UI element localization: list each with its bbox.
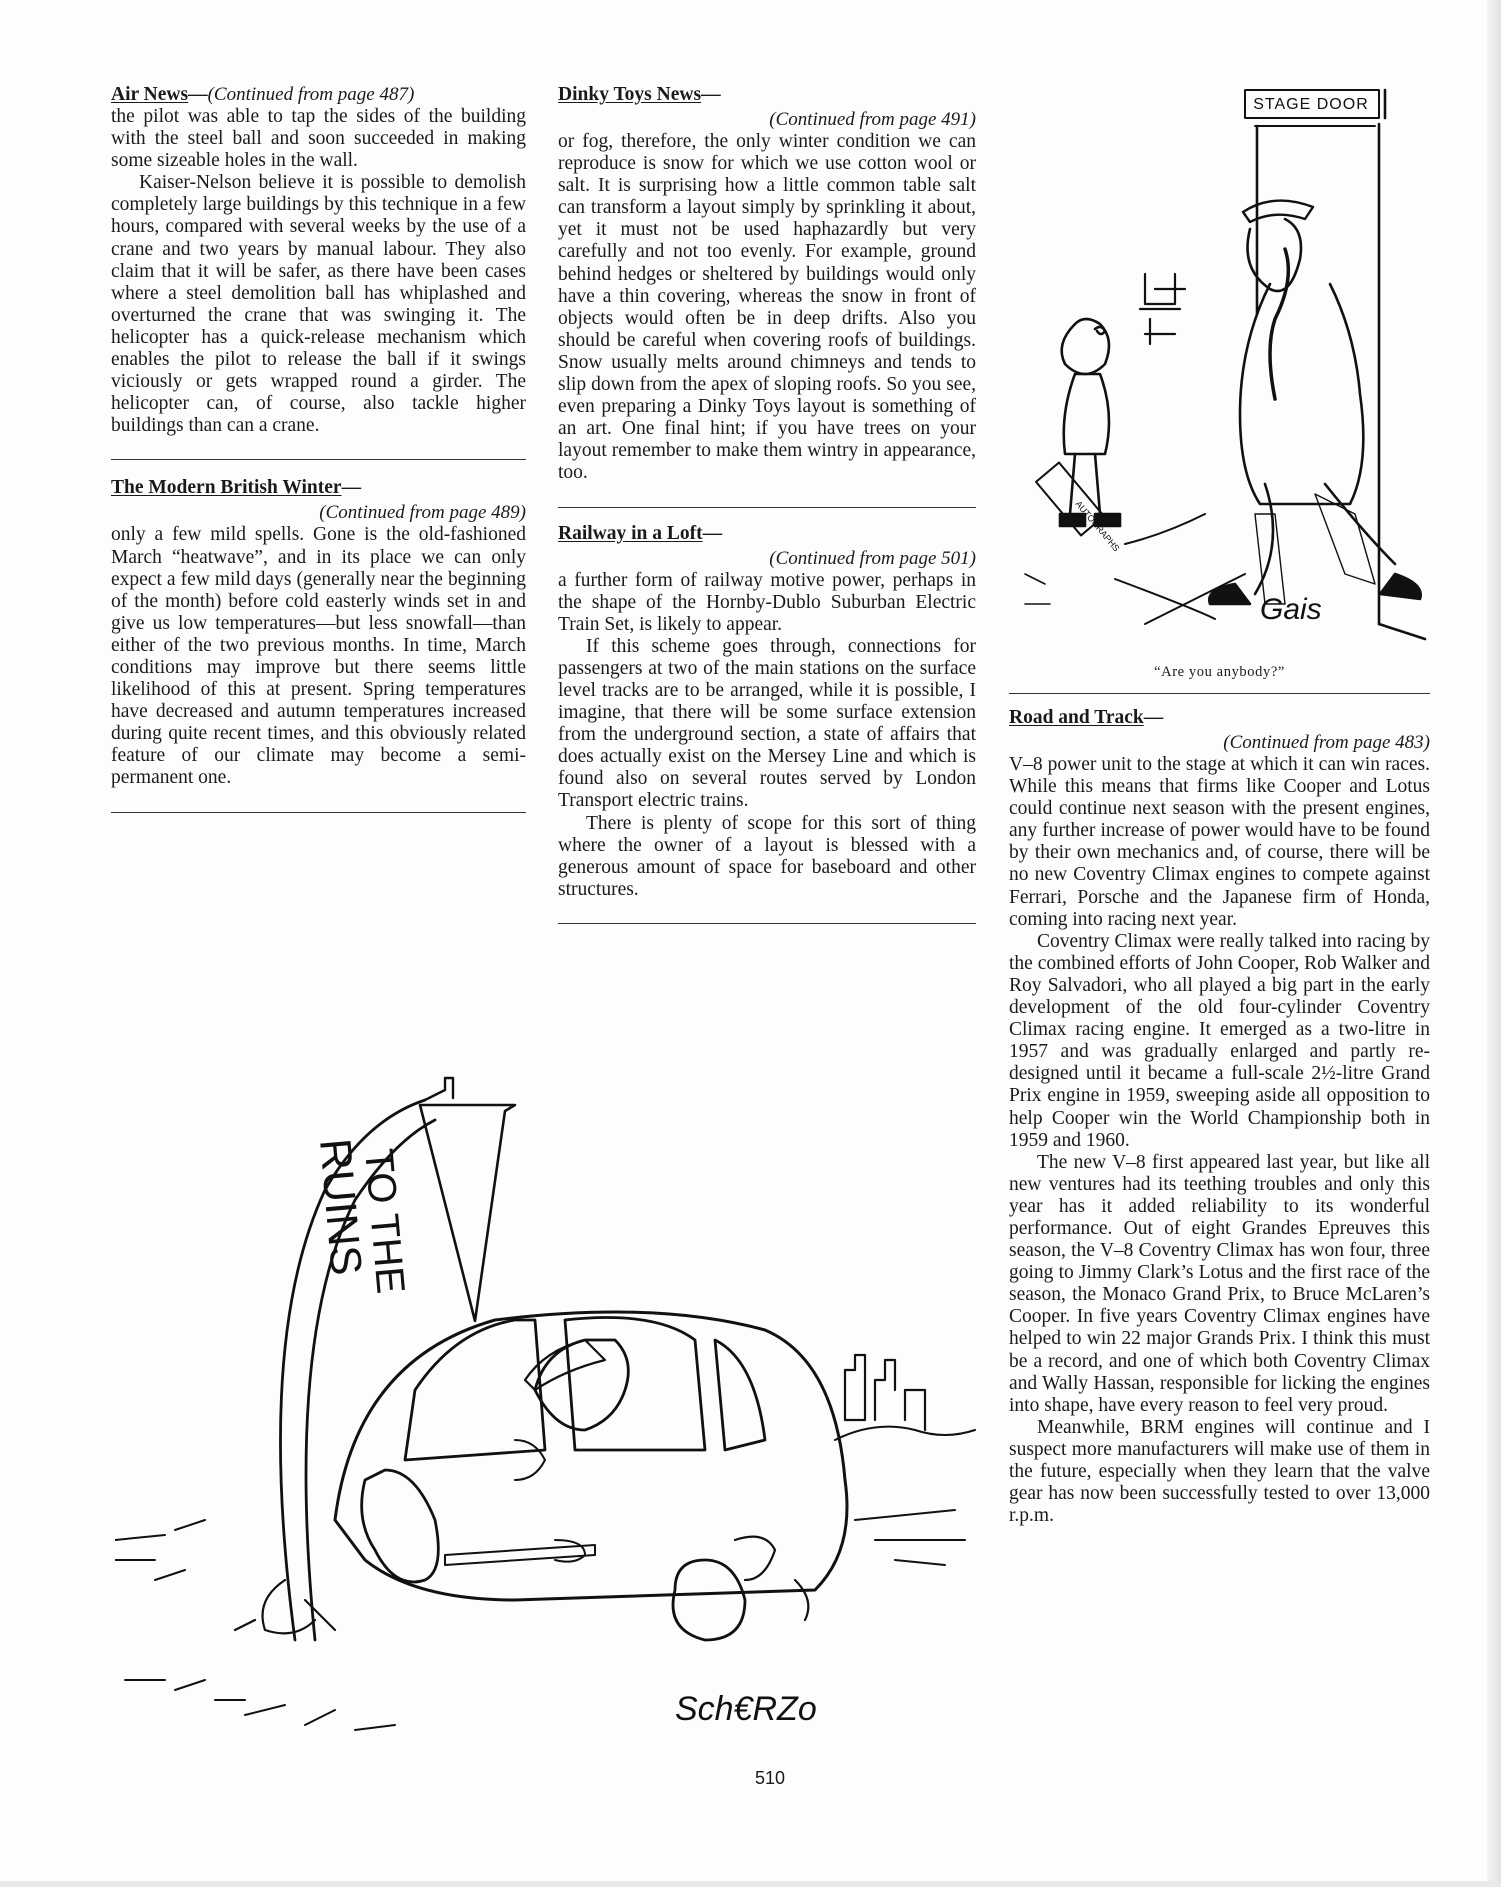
- paragraph: Meanwhile, BRM engines will continue and I suspect more manufacturers will make use of them in the future, especially when they learn that the valve gear has now been successfully tested to over 13,000 r.p.m.: [1009, 1416, 1430, 1527]
- continued-note: (Continued from page 483): [1223, 732, 1430, 753]
- stage-door-cartoon: [995, 84, 1435, 664]
- stage-door-sign-text: STAGE DOOR: [1253, 96, 1369, 113]
- continued-note: (Continued from page 489): [319, 502, 526, 524]
- page-number: 510: [754, 1768, 786, 1788]
- article-air-news: [111, 83, 526, 437]
- car-cartoon: [115, 1060, 995, 1750]
- article-title: The Modern British Winter: [111, 477, 342, 499]
- cartoon-caption: “Are you anybody?”: [1154, 664, 1285, 680]
- driver-head: [535, 1340, 628, 1430]
- article-dinky-toys: [558, 83, 976, 485]
- article-title: Air News: [111, 84, 189, 105]
- article-modern-winter: [111, 476, 526, 789]
- paragraph: the pilot was able to tap the sides of the building with the steel ball and soon succeeded in making some sizeable holes in the wall.: [111, 106, 526, 172]
- paragraph: The new V–8 first appeared last year, but like all new ventures had its teething troubles and only this year has it added reliability to its wonderful performance. Out of eight Grandes Epreuves this season, the V–8 Coventry Climax has won four, three going to Jimmy Clark’s Lotus and the first race of the season, the Monaco Grand Prix, to Bruce McLaren’s Cooper. In five years Coventry Climax engines have helped to win 22 major Grands Prix. I think this must be a record, and one of which both Coventry Climax and Wally Hassan, responsible for licking the engines into shape, have every reason to feel very proud.: [1009, 1151, 1430, 1416]
- paragraph: Kaiser-Nelson believe it is possible to demolish completely large buildings by this technique in a few hours, compared with several weeks by the use of a crane and two years by manual labour. They also claim that it will be safer, as there have been cases where a steel demolition ball has whiplashed and overturned the crane that was swinging it. The helicopter has a quick-release mechanism which enables the pilot to release the ball if it swings viciously or gets wrapped round a girder. The helicopter can, of course, also tackle higher buildings than can a crane.: [111, 172, 526, 437]
- paragraph: only a few mild spells. Gone is the old-fashioned March “heatwave”, and in its place we can only expect a few mild days (generally near the beginning of the month) before cold easterly winds set in and give us low temperatures—but less snowfall—than either of the two previous months. In time, March conditions may improve but there seems little likelihood of this at present. Spring temperatures have decreased and autumn temperatures increased during quite recent times, and this obviously related feature of our climate may become a semi-permanent one.: [111, 524, 526, 789]
- article-heading: Air News—(Continued from page 487): [111, 84, 415, 105]
- paragraph: Coventry Climax were really talked into racing by the combined efforts of John Cooper, Rob Walker and Roy Salvadori, who all played a big part in the early development of the old four-cylinder Coventry Climax racing engine. It emerged as a two-litre in 1957 and was gradually enlarged and partly re-designed until it became a full-scale 2½-litre Grand Prix engine in 1959, sweeping aside all opposition to help Cooper win the World Championship both in 1959 and 1960.: [1009, 930, 1430, 1151]
- article-title: Dinky Toys News: [558, 84, 702, 105]
- article-title: Road and Track: [1009, 707, 1144, 728]
- artist-signature: Sch€RZo: [675, 1690, 817, 1728]
- paragraph: a further form of railway motive power, perhaps in the shape of the Hornby-Dublo Suburban Electric Train Set, is likely to appear.: [558, 569, 976, 635]
- paragraph: or fog, therefore, the only winter condition we can reproduce is snow for which we use cotton wool or salt. It is surprising how a little common table salt can transform a layout simply by sprinkling it about, yet it must not be used haphazardly but very carefully and not too evenly. For example, ground behind hedges or sheltered by buildings would only have a thin covering, whereas the snow in front of objects would often be in deep drifts. Also you should be careful when covering roofs of buildings. Snow usually melts around chimneys and tends to slip down from the apex of sloping roofs. So you see, even preparing a Dinky Toys layout is something of an art. One final hint; if you have trees on your layout remember to make them wintry in appearance, too.: [558, 131, 976, 484]
- article-railway-loft: [558, 522, 976, 901]
- artist-signature: Gais: [1260, 593, 1322, 626]
- continued-note: (Continued from page 501): [769, 547, 976, 569]
- ruins-sign-line1: TO THE: [356, 1146, 413, 1296]
- section-rule: [111, 812, 526, 813]
- autograph-book-label: AUTOGRAPHS: [1073, 498, 1122, 554]
- hat: [1243, 201, 1313, 222]
- article-heading: Road and Track—: [1009, 707, 1164, 728]
- paragraph: There is plenty of scope for this sort of thing where the owner of a layout is blessed with a generous amount of space for baseboard and other structures.: [558, 812, 976, 900]
- ruins-sign-line2: RUINS: [310, 1136, 371, 1278]
- page-bottom-edge: [0, 1881, 1501, 1887]
- paragraph: If this scheme goes through, connections for passengers at two of the main stations on the surface level tracks are to be arranged, while it is possible, I imagine, that there will be some surface extension from the underground section, a state of affairs that does actually exist on the Mersey Line and which is found also on several routes served by London Transport electric trains.: [558, 635, 976, 812]
- article-title: Railway in a Loft: [558, 522, 703, 544]
- continued-note: (Continued from page 487): [207, 84, 415, 105]
- column-left: [111, 83, 526, 833]
- ruins-sign: [420, 1105, 515, 1321]
- section-rule: [1009, 693, 1430, 694]
- article-road-track: [1009, 706, 1430, 1527]
- section-rule: [558, 923, 976, 924]
- car-body: [335, 1312, 847, 1600]
- column-right: [1009, 706, 1430, 1527]
- article-heading: The Modern British Winter—: [111, 477, 362, 499]
- section-rule: [558, 507, 976, 508]
- car-wheel-right: [673, 1560, 745, 1640]
- article-heading: Railway in a Loft—: [558, 522, 723, 544]
- column-middle: [558, 83, 976, 944]
- section-rule: [111, 459, 526, 460]
- paragraph: V–8 power unit to the stage at which it can win races. While this means that firms like Cooper and Lotus could continue next season with the present engines, any further increase of power would have to be found by their own mechanics and, of course, there will be no new Coventry Climax engines to compete against Ferrari, Porsche and the Japanese firm of Honda, coming into racing next year.: [1009, 754, 1430, 930]
- page-edge: [1487, 0, 1501, 1887]
- article-heading: Dinky Toys News—: [558, 84, 721, 105]
- continued-note: (Continued from page 491): [769, 109, 976, 130]
